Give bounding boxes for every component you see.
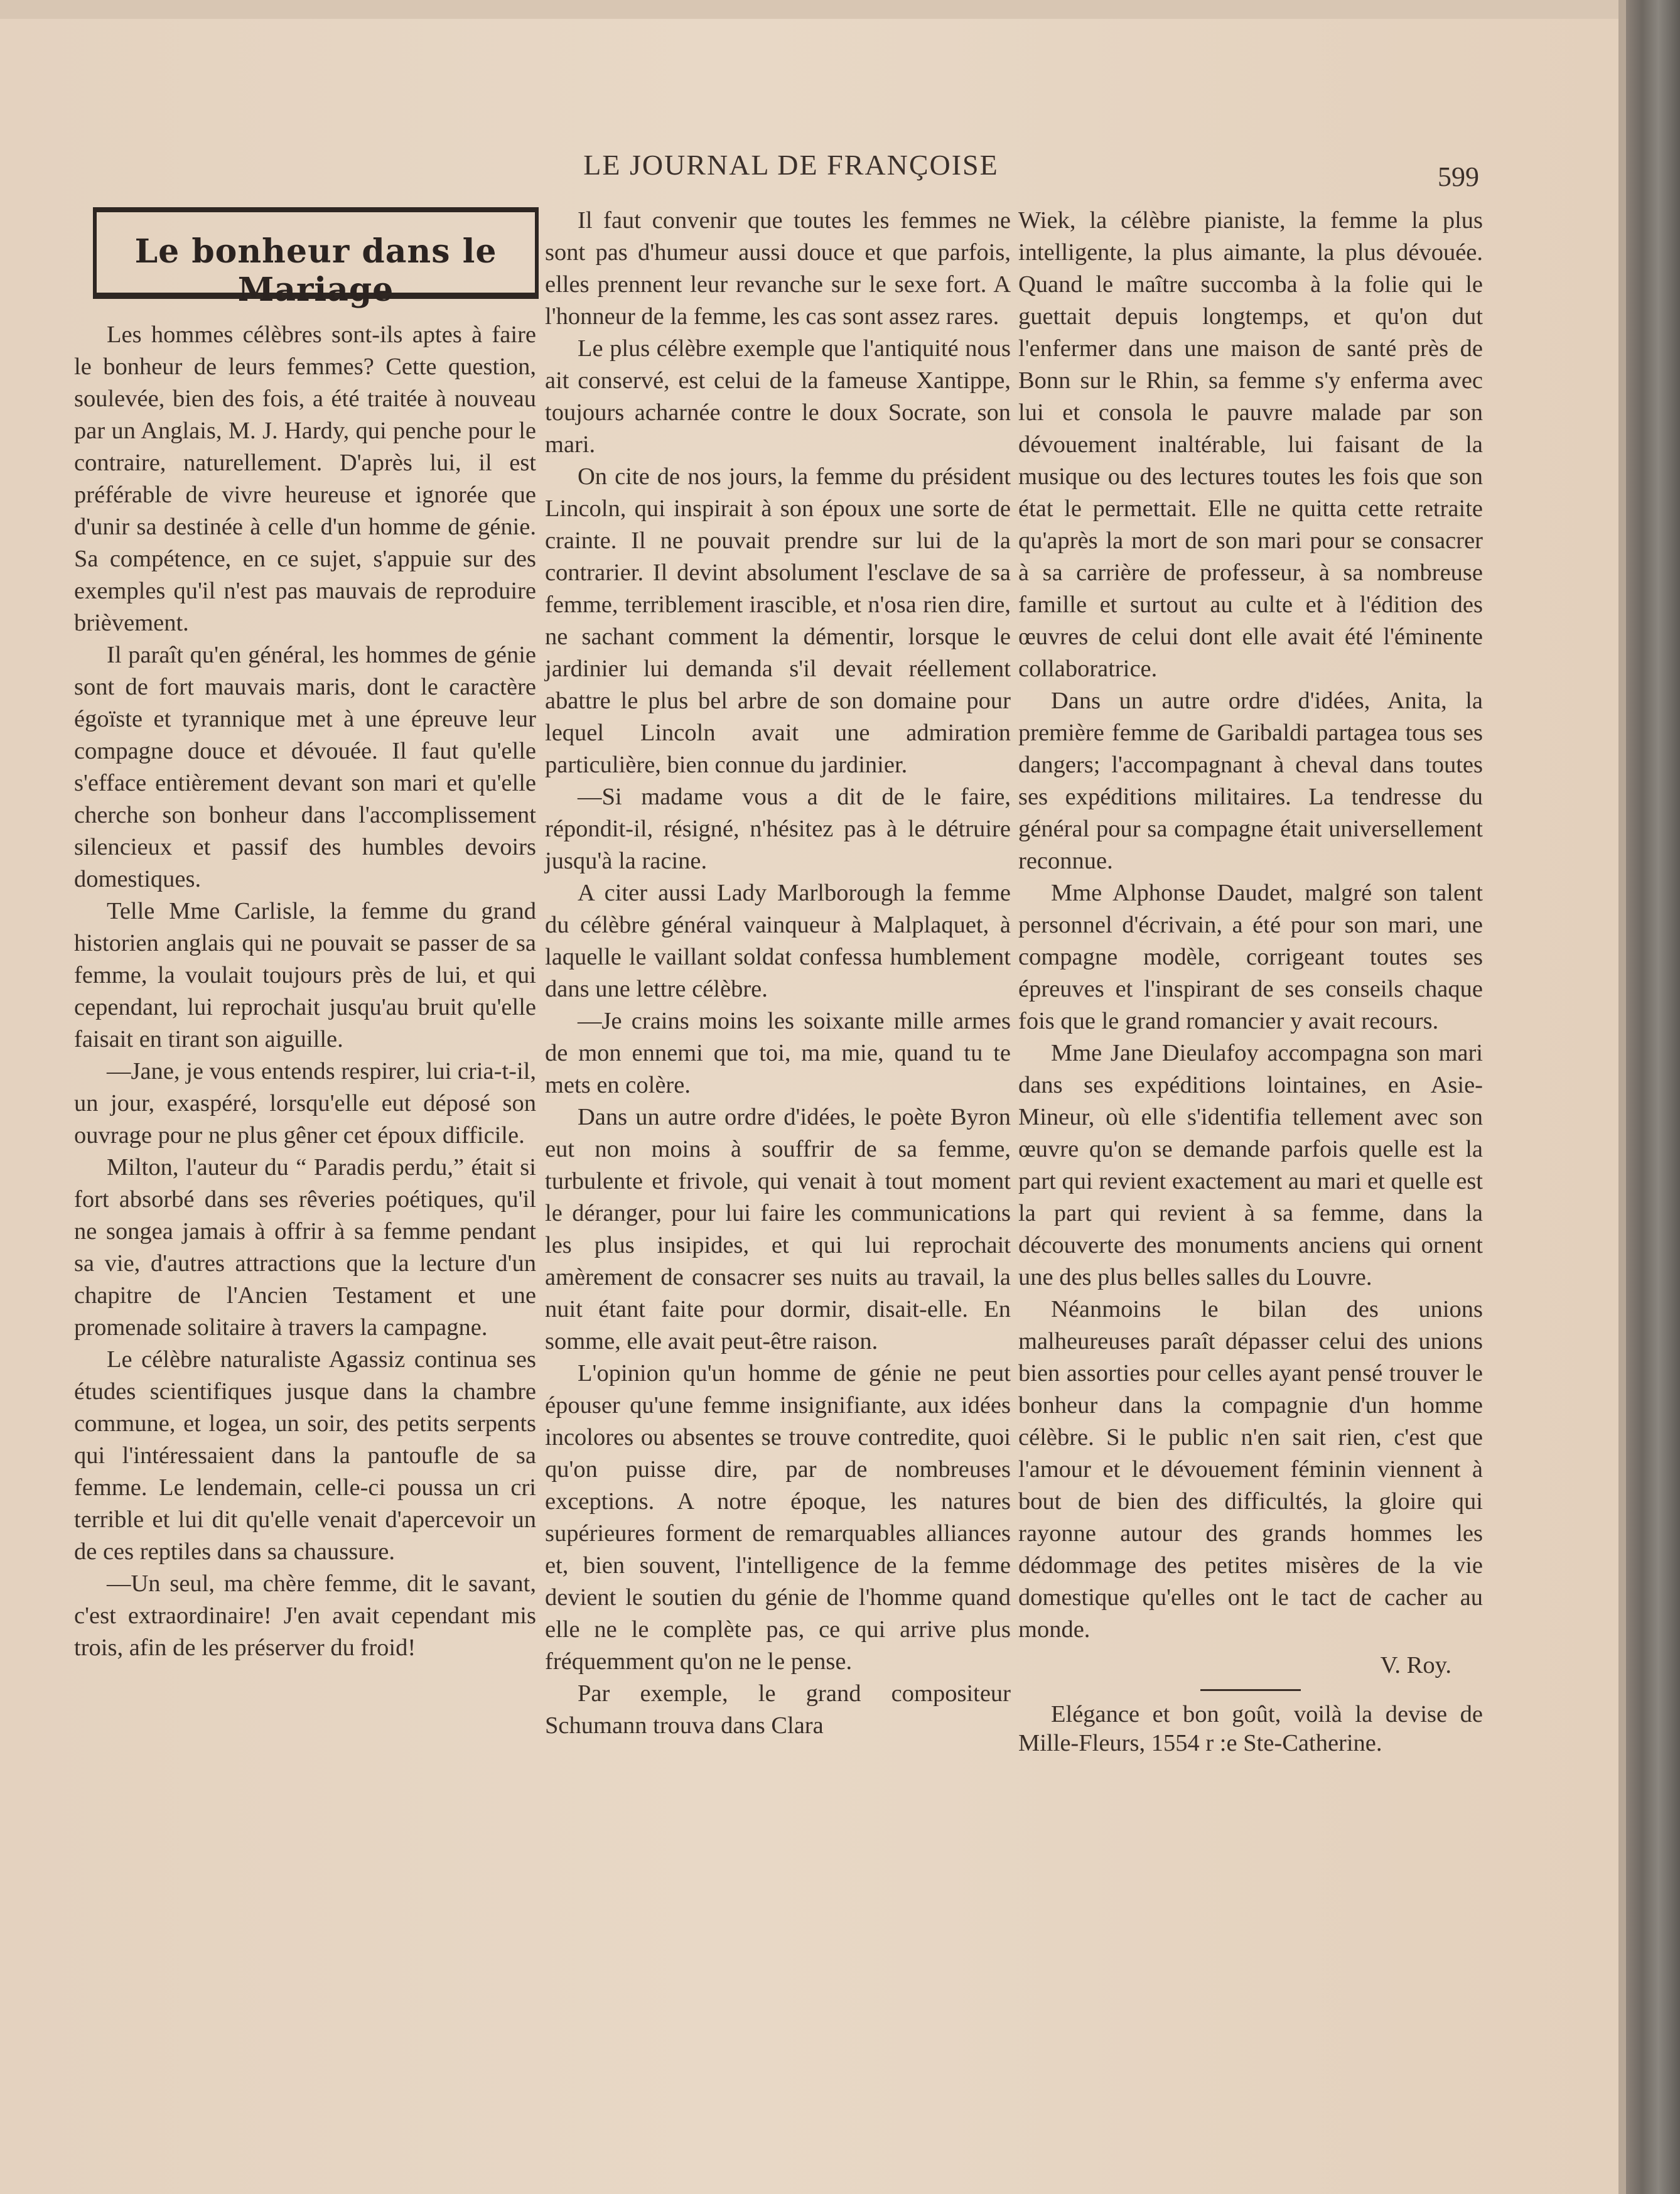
- page-number: 599: [1438, 161, 1479, 192]
- paragraph: Mme Alphonse Daudet, malgré son talent personnel d'écrivain, a été pour son mari, une compagne modèle, corrigeant toutes ses épreuves et l'inspirant de ses conseils chaque fois que le grand romancier y avait recours.: [1018, 880, 1483, 1034]
- paragraph: —Je crains moins les soixante mille armes de mon ennemi que toi, ma mie, quand tu te mets en colère.: [545, 1008, 1011, 1098]
- paragraph: On cite de nos jours, la femme du président Lincoln, qui inspirait à son époux une sorte de crainte. Il ne pouvait prendre sur lui de la contrarier. Il devint absolument l'esclave de sa femme, terriblement irascible, et n'osa rien dire, ne sachant comment la démentir, lorsque le jardinier lui demanda s'il devait réellement abattre le plus bel arbre de son domaine pour lequel Lincoln avait une admiration particulière, bien connue du jardinier.: [545, 463, 1011, 778]
- paragraph: Il paraît qu'en général, les hommes de génie sont de fort mauvais maris, dont le caractère égoïste et tyrannique met à une épreuve leur compagne douce et dévouée. Il faut qu'elle s'efface entièrement devant son mari et qu'elle cherche son bonheur dans l'accomplissement silencieux et passif des humbles devoirs domestiques.: [74, 642, 536, 892]
- paragraph: Dans un autre ordre d'idées, Anita, la première femme de Garibaldi partagea tous ses dangers; l'accompagnant à cheval dans toutes ses expéditions militaires. La tendresse du général pour sa compagne était universellement reconnue.: [1018, 688, 1483, 874]
- paragraph: Néanmoins le bilan des unions malheureuses paraît dépasser celui des unions bien assorties pour celles ayant pensé trouver le bonheur dans la compagnie d'un homme célèbre. Si le public n'en sait rien, c'est que l'amour et le dévouement féminin viennent à bout de bien des difficultés, la gloire qui rayonne autour des grands hommes les dédommage des petites misères de la vie domestique qu'elles ont le tact de cacher au monde.: [1018, 1296, 1483, 1643]
- paragraph: A citer aussi Lady Marlborough la femme du célèbre général vainqueur à Malplaquet, à laquelle le vaillant soldat confessa humblement dans une lettre célèbre.: [545, 880, 1011, 1002]
- paragraph: —Un seul, ma chère femme, dit le savant, c'est extraordinaire! J'en avait cependant mis trois, afin de les préserver du froid!: [74, 1570, 536, 1661]
- paragraph: L'opinion qu'un homme de génie ne peut épouser qu'une femme insignifiante, aux idées incolores ou absentes se trouve contredite, quoi qu'on puisse dire, par de nombreuses exceptions. A notre époque, les natures supérieures forment de remarquables alliances et, bien souvent, l'intelligence de la femme devient le soutien du génie de l'homme quand elle ne le complète pas, ce qui arrive plus fréquemment qu'on ne le pense.: [545, 1360, 1011, 1675]
- separator-rule: [1200, 1689, 1301, 1691]
- column-2: [545, 205, 1011, 1742]
- paragraph: Le célèbre naturaliste Agassiz continua ses études scientifiques jusque dans la chambre commune, et logea, un soir, des petits serpents qui l'intéressaient dans la pantoufle de sa femme. Le lendemain, celle-ci poussa un cri terrible et lui dit qu'elle venait d'apercevoir un de ces reptiles dans sa chaussure.: [74, 1346, 536, 1565]
- column-3: [1018, 205, 1483, 1758]
- paragraph: Il faut convenir que toutes les femmes ne sont pas d'humeur aussi douce et que parfois, elles prennent leur revanche sur le sexe fort. A l'honneur de la femme, les cas sont assez rares.: [545, 207, 1011, 330]
- paragraph: Wiek, la célèbre pianiste, la femme la plus intelligente, la plus aimante, la plus dévouée. Quand le maître succomba à la folie qui le guettait depuis longtemps, et qu'on dut l'enfermer dans une maison de santé près de Bonn sur le Rhin, sa femme s'y enferma avec lui et consola le pauvre malade par son dévouement inaltérable, lui faisant de la musique ou des lectures toutes les fois que son état le permettait. Elle ne quitta cette retraite qu'après la mort de son mari pour se consacrer à sa carrière de professeur, à sa nombreuse famille et surtout au culte et à l'édition des œuvres de celui dont elle avait été l'éminente collaboratrice.: [1018, 207, 1483, 682]
- paragraph: Milton, l'auteur du “ Paradis perdu,” était si fort absorbé dans ses rêveries poétiques, qu'il ne songea jamais à offrir à sa femme pendant sa vie, d'autres attractions que la lecture d'un chapitre de l'Ancien Testament et une promenade solitaire à travers la campagne.: [74, 1154, 536, 1341]
- paragraph: Mme Jane Dieulafoy accompagna son mari dans ses expéditions lointaines, en Asie-Mineur, où elle s'identifia tellement avec son œuvre qu'on se demande parfois quelle est la part qui revient exactement au mari et quelle est la part qui revient à sa femme, dans la découverte des monuments anciens qui ornent une des plus belles salles du Louvre.: [1018, 1040, 1483, 1290]
- advertisement: Elégance et bon goût, voilà la devise de Mille-Fleurs, 1554 r :e Ste-Catherine.: [1018, 1701, 1483, 1756]
- paragraph: —Si madame vous a dit de le faire, répondit-il, résigné, n'hésitez pas à le détruire jusqu'à la racine.: [545, 784, 1011, 874]
- book-spine: [1626, 0, 1680, 2194]
- column-1: [74, 319, 536, 1664]
- page-top-edge: [0, 0, 1626, 19]
- author-signature: V. Roy.: [1380, 1652, 1451, 1678]
- paragraph: Le plus célèbre exemple que l'antiquité nous ait conservé, est celui de la fameuse Xantippe, toujours acharnée contre le doux Socrate, son mari.: [545, 335, 1011, 458]
- paragraph: Dans un autre ordre d'idées, le poète Byron eut non moins à souffrir de sa femme, turbulente et frivole, qui venait à tout moment le déranger, pour lui faire les communications les plus insipides, et qui lui reprochait amèrement de consacrer ses nuits au travail, la nuit étant faite pour dormir, disait-elle. En somme, elle avait peut-être raison.: [545, 1104, 1011, 1354]
- running-head: LE JOURNAL DE FRANÇOISE: [583, 149, 999, 181]
- paragraph: Telle Mme Carlisle, la femme du grand historien anglais qui ne pouvait se passer de sa femme, la voulait toujours près de lui, et qui cependant, lui reprochait jusqu'au bruit qu'elle faisait en tirant son aiguille.: [74, 898, 536, 1052]
- article-title: Le bonheur dans le Mariage: [134, 232, 497, 309]
- paragraph: Les hommes célèbres sont-ils aptes à faire le bonheur de leurs femmes? Cette question, soulevée, bien des fois, a été traitée à nouveau par un Anglais, M. J. Hardy, qui penche pour le contraire, naturellement. D'après lui, il est préférable de vivre heureuse et ignorée que d'unir sa destinée à celle d'un homme de génie. Sa compétence, en ce sujet, s'appuie sur des exemples qu'il n'est pas mauvais de reproduire brièvement.: [74, 322, 536, 636]
- paragraph: —Jane, je vous entends respirer, lui cria-t-il, un jour, exaspéré, lorsqu'elle eut déposé son ouvrage pour ne plus gêner cet époux difficile.: [74, 1058, 536, 1148]
- paragraph: Par exemple, le grand compositeur Schumann trouva dans Clara: [545, 1680, 1011, 1739]
- article-title-box: [93, 207, 539, 309]
